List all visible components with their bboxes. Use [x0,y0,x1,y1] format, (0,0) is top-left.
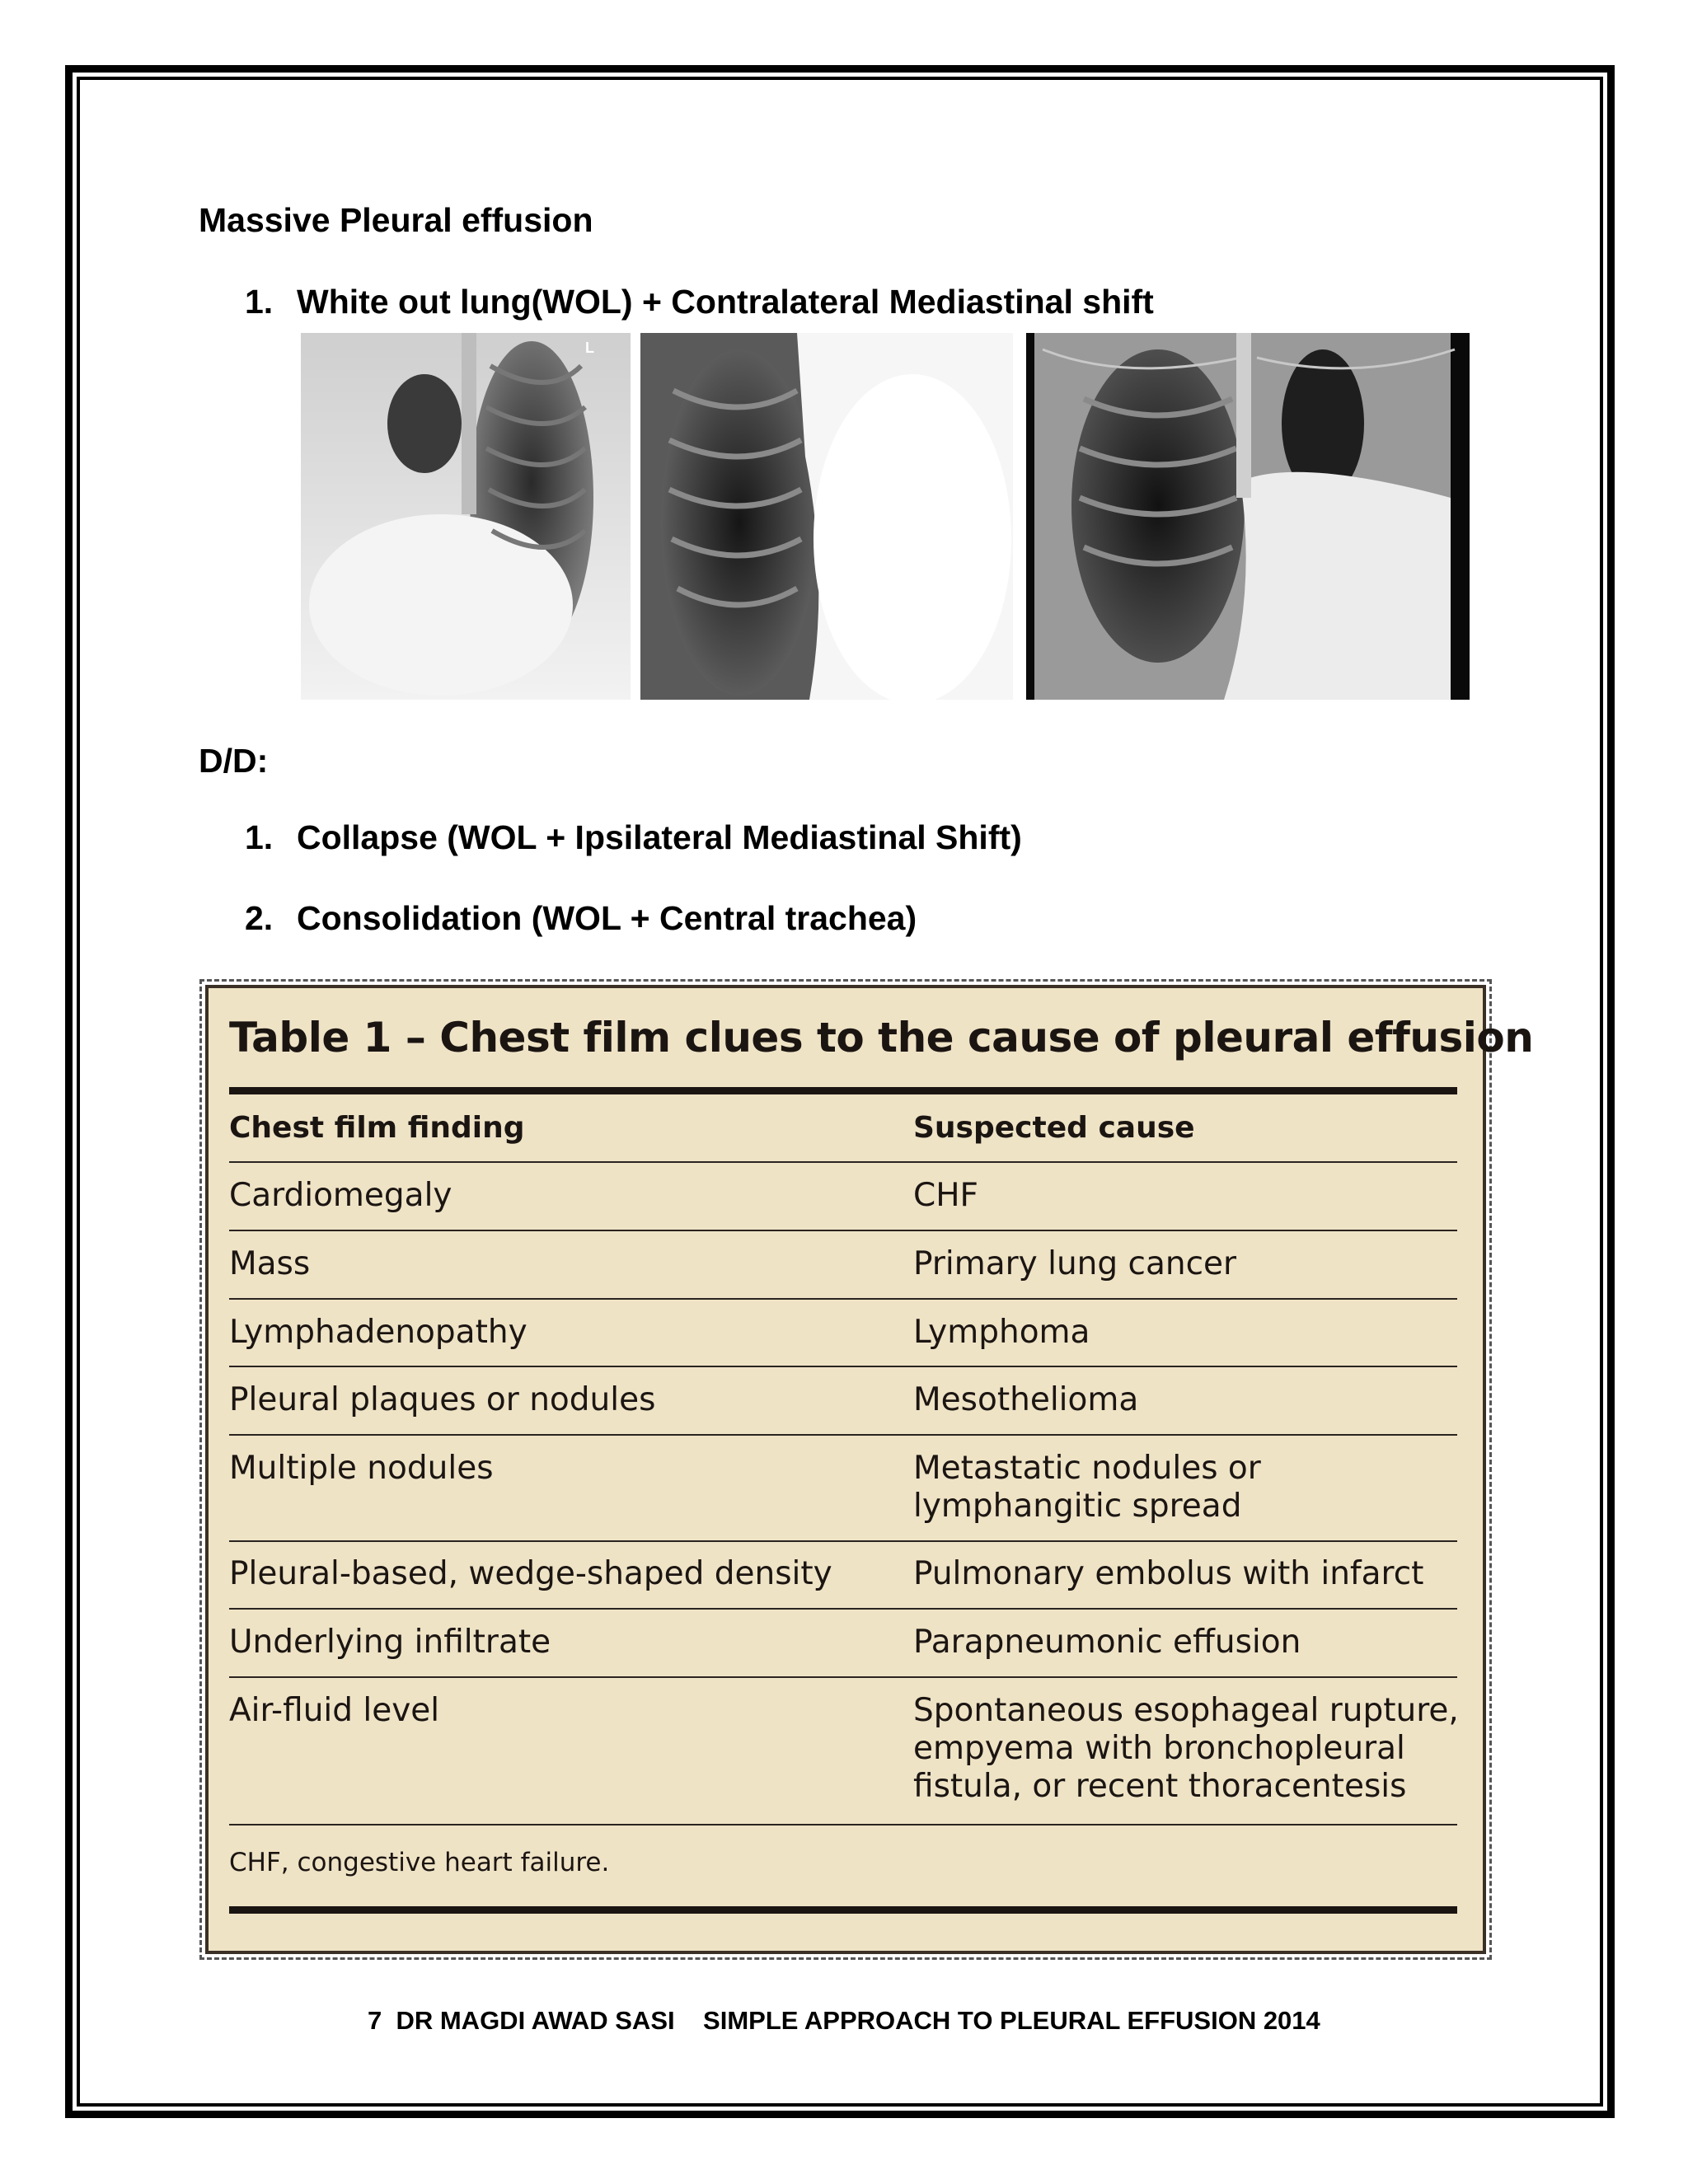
row-divider [229,1366,1457,1367]
dd-item [245,818,1022,857]
table-cell-finding: Multiple nodules [229,1450,494,1487]
column-header-cause: Suspected cause [913,1111,1195,1145]
table-bottom-rule [229,1906,1457,1914]
finding-item [245,283,1154,321]
table-cell-cause: Pulmonary embolus with infarct [913,1555,1424,1592]
row-divider [229,1540,1457,1542]
dd-item [245,899,917,938]
table-cell-cause: Metastatic nodules or lymphangitic spread [913,1450,1261,1525]
table-cell-cause: Primary lung cancer [913,1245,1237,1282]
finding-text: White out lung(WOL) + Contralateral Mediastinal shift [297,283,1154,321]
table-cell-cause: Spontaneous esophageal rupture, empyema with bronchopleural fistula, or recent thoracentesis [913,1692,1459,1805]
dd-item-text: Consolidation (WOL + Central trachea) [297,899,917,937]
table-cell-finding: Pleural plaques or nodules [229,1381,656,1418]
row-divider [229,1230,1457,1231]
table-cell-cause: Parapneumonic effusion [913,1624,1301,1661]
row-divider [229,1824,1457,1825]
column-header-finding: Chest film finding [229,1111,525,1145]
table-title: Table 1 – Chest film clues to the cause of pleural effusion [229,1014,1534,1062]
row-divider [229,1161,1457,1163]
row-divider [229,1608,1457,1610]
table-cell-finding: Cardiomegaly [229,1177,452,1214]
xray-marker-label: L [585,340,594,356]
row-divider [229,1676,1457,1678]
table-cell-finding: Mass [229,1245,311,1282]
row-divider [229,1298,1457,1300]
dd-item-number: 2. [245,899,274,937]
dd-heading: D/D: [199,742,269,780]
table-cell-finding: Underlying infiltrate [229,1624,551,1661]
xray-image-2 [640,333,1013,700]
row-divider [229,1434,1457,1436]
xray-image-1 [301,333,631,700]
table-cell-cause: CHF [913,1177,978,1214]
dd-item-number: 1. [245,818,274,856]
page-footer: 7 DR MAGDI AWAD SASI SIMPLE APPROACH TO PLEURAL EFFUSION 2014 [368,2006,1320,2035]
table-cell-finding: Lymphadenopathy [229,1314,528,1351]
table-cell-finding: Air-fluid level [229,1692,440,1729]
section-title: Massive Pleural effusion [199,201,593,239]
table-cell-finding: Pleural-based, wedge-shaped density [229,1555,832,1592]
xray-image-3 [1026,333,1470,700]
table-top-rule [229,1087,1457,1094]
table-footnote: CHF, congestive heart failure. [229,1848,610,1877]
dd-item-text: Collapse (WOL + Ipsilateral Mediastinal Shift) [297,818,1022,856]
table-cell-cause: Lymphoma [913,1314,1090,1351]
table-cell-cause: Mesothelioma [913,1381,1139,1418]
finding-number: 1. [245,283,274,321]
